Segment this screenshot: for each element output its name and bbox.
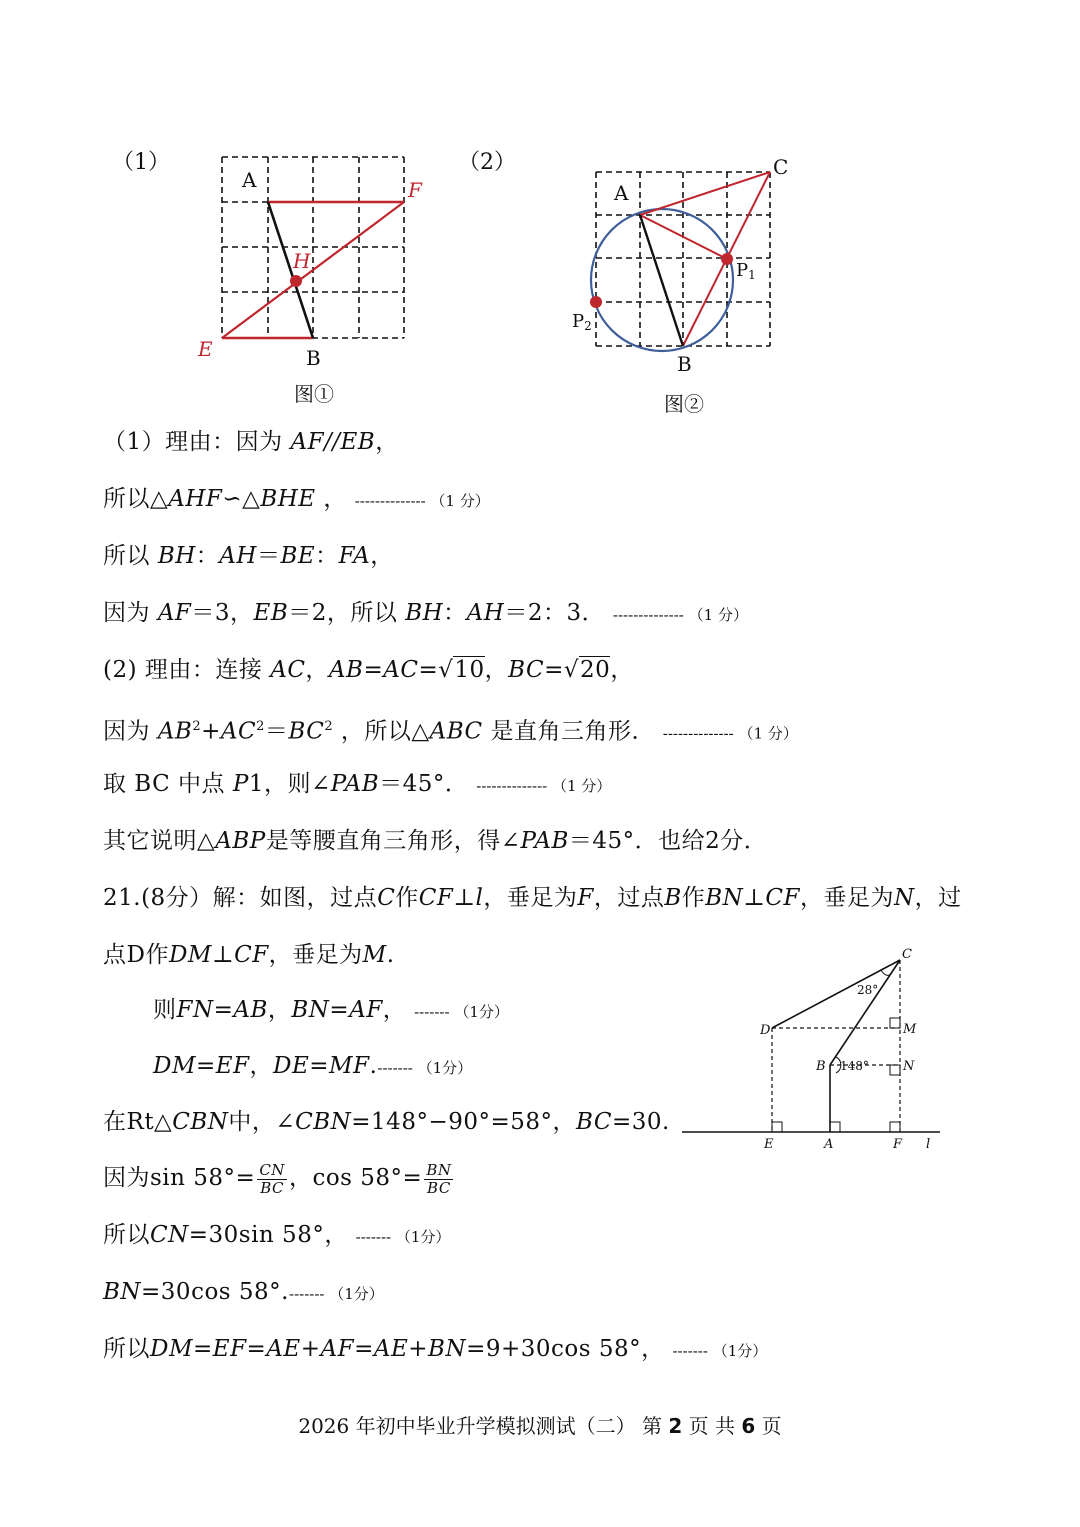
- label-e: E: [764, 1137, 774, 1152]
- solution-line-14: 因为sin 58°= $\frac{CN}{BC}$ ，cos 58°= $\frac{BN}{BC}$: [103, 1160, 452, 1197]
- label-h: H: [293, 249, 311, 273]
- part2-label: （2）: [458, 150, 516, 175]
- label-n: N: [903, 1059, 915, 1074]
- page-footer: 2026 年初中毕业升学模拟测试（二） 第 2 页 共 6 页: [298, 1414, 782, 1438]
- segment-ab: [640, 215, 683, 346]
- right-angle-m: [890, 1018, 900, 1028]
- figure-1-grid: [190, 150, 435, 370]
- solution-line-12: DM=EF，DE=MF.------- （1分）: [153, 1053, 473, 1079]
- right-angle-f: [890, 1122, 900, 1132]
- score-mark: -------------- （1 分）: [476, 777, 612, 795]
- solution-line-8: 其它说明△ABP是等腰直角三角形，得∠PAB＝45°．也给2分．: [103, 828, 768, 854]
- solution-line-6: 因为 $AB^2+AC^2=BC^2$ ，所以△ABC 是直角三角形． -------------- （1 分）: [103, 718, 798, 745]
- figure-1-caption: 图①: [294, 382, 334, 406]
- label-f: F: [408, 178, 422, 202]
- label-c: C: [773, 155, 789, 179]
- label-b: B: [677, 352, 692, 376]
- segment-ac: [640, 172, 770, 215]
- label-d: D: [760, 1023, 771, 1038]
- solution-line-13: 在Rt△CBN中，∠CBN=148°−90°=58°，BC=30.: [103, 1109, 670, 1135]
- label-a: A: [614, 181, 629, 205]
- fraction-cn-bc: $\frac{CN}{BC}$: [259, 1160, 285, 1197]
- score-mark: ------- （1分）: [414, 1003, 509, 1021]
- page-number: 2: [668, 1414, 683, 1438]
- score-mark: -------------- （1 分）: [662, 724, 798, 743]
- score-mark: -------------- （1 分）: [612, 606, 748, 624]
- angle-28-arc: [881, 970, 891, 975]
- solution-line-15: 所以CN=30sin 58°， ------- （1分）: [103, 1222, 451, 1248]
- label-b: B: [816, 1059, 826, 1074]
- score-mark: ------- （1分）: [289, 1285, 384, 1303]
- label-p2: P2: [572, 311, 592, 333]
- score-mark: ------- （1分）: [355, 1228, 451, 1246]
- score-mark: ------- （1分）: [377, 1059, 473, 1077]
- solution-line-7: 取 BC 中点 P1，则∠PAB＝45°． -------------- （1 分）: [103, 771, 612, 797]
- point-h: [290, 275, 302, 287]
- label-l: l: [926, 1137, 931, 1152]
- solution-line-9: 21.(8分）解：如图，过点C作CF⊥l，垂足为F，过点B作BN⊥CF，垂足为N，过: [103, 885, 962, 911]
- point-p2: [590, 296, 602, 308]
- solution-line-17: 所以DM=EF=AE+AF=AE+BN=9+30cos 58°， ------- （1分）: [103, 1336, 768, 1362]
- label-e: E: [198, 337, 213, 361]
- solution-line-3: 所以 BH：AH＝BE：FA，: [103, 543, 394, 569]
- figure-2-grid: [560, 150, 800, 380]
- figure-3-diagram: [670, 940, 970, 1155]
- solution-line-1: （1）理由：因为 AF//EB，: [103, 429, 399, 455]
- label-b: B: [306, 346, 321, 370]
- right-angle-n: [890, 1065, 900, 1075]
- solution-line-11: 则FN=AB，BN=AF， ------- （1分）: [153, 997, 509, 1023]
- solution-line-4: 因为 AF＝3，EB＝2，所以 BH：AH＝2：3． -------------- （1 分）: [103, 600, 748, 626]
- right-angle-e: [772, 1122, 782, 1132]
- solution-line-10: 点D作DM⊥CF，垂足为M.: [103, 942, 395, 968]
- solution-line-2: 所以△AHF∽△BHE ， -------------- （1 分）: [103, 486, 490, 512]
- label-a: A: [242, 168, 257, 192]
- figure-2-caption: 图②: [664, 392, 704, 416]
- solution-line-5: (2) 理由：连接 AC，AB=AC=√10，BC=√20，: [103, 657, 634, 683]
- solution-line-16: BN=30cos 58°.------- （1分）: [103, 1279, 384, 1305]
- fraction-bn-bc: $\frac{BN}{BC}$: [426, 1160, 452, 1197]
- label-c: C: [902, 947, 912, 962]
- label-m: M: [903, 1022, 917, 1037]
- label-p1: P1: [736, 260, 756, 282]
- part1-label: （1）: [112, 150, 170, 175]
- segment-bc: [830, 960, 900, 1065]
- label-a: A: [824, 1137, 834, 1152]
- right-angle-a: [830, 1122, 840, 1132]
- page-total: 6: [741, 1414, 756, 1438]
- angle-148-label: 148°: [840, 1059, 869, 1073]
- angle-28-label: 28°: [857, 983, 879, 997]
- label-f: F: [893, 1137, 903, 1152]
- point-p1: [721, 253, 733, 265]
- score-mark: ------- （1分）: [672, 1342, 768, 1360]
- score-mark: -------------- （1 分）: [354, 492, 490, 510]
